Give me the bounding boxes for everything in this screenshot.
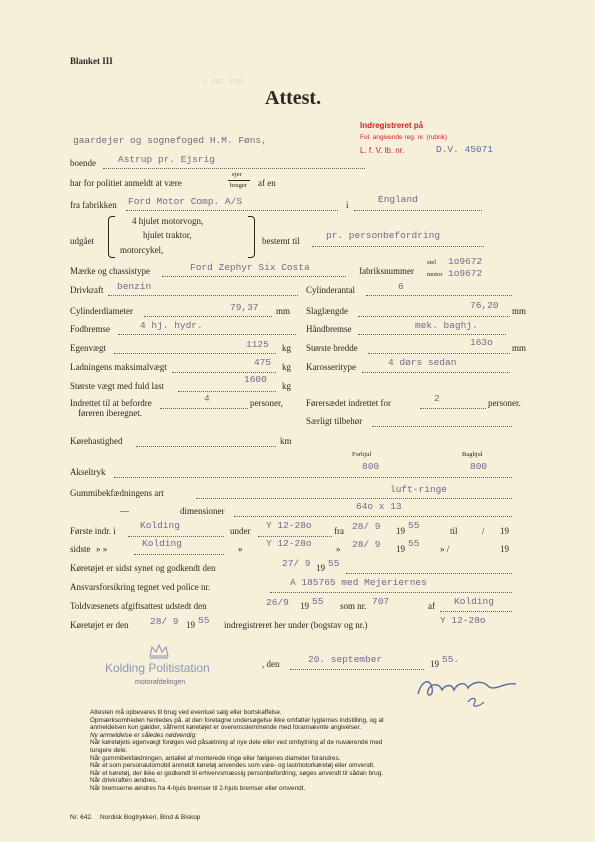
synet-date: 27/ 9 <box>282 558 311 569</box>
motor-label: motor <box>427 271 443 278</box>
cylinderantal-value: 6 <box>398 281 404 292</box>
footer-printer: Nordisk Bogtrykkeri, Bind & Biskop <box>100 814 201 821</box>
storste-unit: kg <box>282 381 291 391</box>
bredde-unit: mm <box>512 343 527 353</box>
signature-date: 20. september <box>308 654 383 665</box>
fabrik-value: Ford Motor Comp. A/S <box>128 196 243 207</box>
hand-label: Håndbremse <box>306 324 352 334</box>
gummi-value: luft-ringe <box>390 484 448 495</box>
korehast-label: Kørehastighed <box>70 436 123 446</box>
boende-label: boende <box>70 158 96 168</box>
lad-unit: kg <box>282 362 291 372</box>
note-line: Når gummibekfædningen, antallet af monterede ringe eller fælgenes diameter forandres. <box>90 754 341 762</box>
note-line: Når køretøjets egenvægt forøges ved påsætning af nye dele eller ved ombytning af de nuværende med <box>90 739 383 747</box>
option-motorvogn: 4 hjulet motorvogn, <box>132 216 204 226</box>
told-nr: 707 <box>372 596 390 607</box>
note-line: Attesten må opbevares til brug ved eventuel salg eller bortskaffelse. <box>90 709 282 716</box>
forste-reg: Y 12-28o <box>266 520 312 531</box>
note-line: tungere dele. <box>90 746 128 754</box>
gummi-label: Gummibekfædningens art <box>70 488 164 498</box>
personer1-label: personer, <box>250 398 283 408</box>
den-label: , den <box>262 659 280 669</box>
synet-year: 55 <box>328 558 340 569</box>
faded-stamp: 4 DEC 1955 <box>203 79 246 87</box>
form-label: Blanket III <box>70 56 113 66</box>
egen-unit: kg <box>282 343 291 353</box>
maerke-value: Ford Zephyr Six Costa <box>190 262 310 273</box>
bredde-value: 163o <box>470 337 493 348</box>
sidste-year: 55 <box>408 538 420 549</box>
issuer-name: gaardejer og sognefoged H.M. Føns, <box>73 135 267 146</box>
kore-year: 55 <box>198 615 210 626</box>
told-place: Kolding <box>454 596 494 607</box>
indrettet-label: Indrettet til at befordre <box>70 398 152 408</box>
forer-value: 2 <box>434 393 440 404</box>
dim-dash: — <box>120 506 129 516</box>
personer2-label: personer. <box>488 398 521 408</box>
note-line: Ny anmeldelse er således nødvendig: <box>90 731 197 739</box>
registration-number: D.V. 45071 <box>436 144 494 155</box>
sidste-year-prefix: 19 <box>396 544 405 554</box>
udgaaet-label: udgået <box>70 236 94 246</box>
synet-label: Køretøjet er sidst synet og godkendt den <box>70 563 216 573</box>
option-ejer: ejer <box>232 171 242 178</box>
forste-date: 28/ 9 <box>352 521 381 532</box>
boende-value: Astrup pr. Ejsrig <box>118 154 215 165</box>
signature-scribble <box>412 672 522 710</box>
note-line: anmeldelsen kun gælder, såfremt køretøjet er overensstemmende med forannævnte angivelser. <box>90 724 362 732</box>
sidste-quote-marks: » » <box>96 544 108 554</box>
forste-place: Kolding <box>140 520 180 531</box>
sidste-reg: Y 12-28o <box>266 538 312 549</box>
fod-value: 4 hj. hydr. <box>140 320 203 331</box>
note-line: Når drivkraften ændres. <box>90 777 158 785</box>
lad-label: Ladningens maksimalvægt <box>70 362 167 372</box>
lad-value: 475 <box>254 357 272 368</box>
registration-stamp-line1: Indregistreret på <box>360 121 424 130</box>
crown-icon <box>148 642 170 660</box>
dim-value: 64o x 13 <box>356 501 402 512</box>
option-motorcykel: motorcykel, <box>120 245 164 255</box>
registration-stamp-line3: L. f. V. lb. nr. <box>360 146 405 155</box>
option-bruger: bruger <box>230 182 247 189</box>
fod-label: Fodbremse <box>70 324 110 334</box>
sidste-label: sidste <box>70 544 91 554</box>
aksel-for-value: 800 <box>362 461 380 472</box>
aksel-label: Akseltryk <box>70 467 106 477</box>
motor-value: 1o9672 <box>448 268 483 279</box>
karosseri-value: 4 dørs sedan <box>388 357 457 368</box>
slag-label: Slaglængde <box>306 306 348 316</box>
aksel-bag-value: 800 <box>470 461 488 472</box>
ansvar-value: A 185765 med Mejeriernes <box>290 577 427 588</box>
forste-til-label: til <box>450 526 458 536</box>
fabrik-country: England <box>378 194 418 205</box>
cyldiam-unit: mm <box>276 306 291 316</box>
indrettet-sub: føreren iberegnet. <box>78 408 142 418</box>
sidste-til-year: 19 <box>500 544 509 554</box>
anmeldt-label: har for politiet anmeldt at være <box>70 178 182 188</box>
told-af-label: af <box>428 601 435 611</box>
baghjul-label: Baghjul <box>462 451 483 458</box>
egen-value: 1125 <box>246 339 269 350</box>
storste-value: 1600 <box>244 374 267 385</box>
fabriksnummer-label: fabriksnummer <box>359 266 414 276</box>
kore-mid-label: indregistreret her under (bogstav og nr.) <box>224 620 368 630</box>
cyldiam-label: Cylinderdiameter <box>70 306 133 316</box>
dim-label: dimensioner <box>180 506 225 516</box>
told-year-prefix: 19 <box>300 601 309 611</box>
kore-label: Køretøjet er den <box>70 620 129 630</box>
slag-value: 76,20 <box>470 300 499 311</box>
forste-year-prefix: 19 <box>396 526 405 536</box>
forste-til-date: / <box>482 526 485 536</box>
note-line: Opmærksomheden henledes på, at den foretagne undersøgelse ikke omfatter lygternes indstilling, og at <box>90 716 384 724</box>
bredde-label: Største bredde <box>306 343 358 353</box>
korehast-unit: km <box>280 436 292 446</box>
stel-value: 1o9672 <box>448 256 483 267</box>
storste-label: Største vægt med fuld last <box>70 381 164 391</box>
sidste-date: 28/ 9 <box>352 539 381 550</box>
sidste-quote-2: » <box>238 544 243 554</box>
told-som-nr: som nr. <box>340 601 367 611</box>
ansvar-label: Ansvarsforsikring tegnet ved police nr. <box>70 582 211 592</box>
bestemt-label: bestemt til <box>262 236 300 246</box>
note-line: Når et køretøj, der ikke er godkendt til erhvervsmæssig personbefordring, søges anvendt til sådan brug. <box>90 769 384 777</box>
told-label: Toldvæsenets afgiftsattest udstedt den <box>70 601 207 611</box>
told-date: 26/9 <box>266 597 289 608</box>
signature-year-prefix: 19 <box>430 659 439 669</box>
footer-nr: Nr. 642. <box>70 814 93 821</box>
page-title: Attest. <box>265 87 322 109</box>
sidste-place: Kolding <box>142 538 182 549</box>
kore-date: 28/ 9 <box>150 616 179 627</box>
forste-til-year: 19 <box>500 526 509 536</box>
option-traktor: hjulet traktor, <box>143 230 192 240</box>
cyldiam-value: 79,37 <box>230 302 259 313</box>
signature-year: 55. <box>442 654 460 665</box>
slag-unit: mm <box>512 306 527 316</box>
fabrik-i-label: i <box>346 200 349 210</box>
kore-year-prefix: 19 <box>186 620 195 630</box>
registration-stamp-line2: Fol. angivende reg. nr. (rubrik) <box>360 134 448 141</box>
police-stamp-line1: Kolding Politistation <box>105 661 210 675</box>
karosseri-label: Karosseritype <box>306 362 356 372</box>
hand-value: mek. baghj. <box>415 320 478 331</box>
cylinderantal-label: Cylinderantal <box>306 285 355 295</box>
bestemt-value: pr. personbefordring <box>326 230 441 241</box>
police-stamp-line2: motorafdelingen <box>135 679 186 686</box>
maerke-label: Mærke og chassistype <box>70 266 150 276</box>
indrettet-value: 4 <box>204 393 210 404</box>
stel-label: stel <box>427 259 437 266</box>
note-line: Når et som personautomobil anmeldt køretøj anvendes som vare- og lastmotorkøretøj eller omvendt. <box>90 762 375 770</box>
synet-year-prefix: 19 <box>316 563 325 573</box>
af-en-label: af en <box>258 178 276 188</box>
drivkraft-value: benzin <box>117 281 152 292</box>
egen-label: Egenvægt <box>70 343 106 353</box>
forste-year: 55 <box>408 520 420 531</box>
forer-label: Førersædet indrettet for <box>306 398 391 408</box>
forste-under-label: under <box>230 526 251 536</box>
fabrik-label: fra fabrikken <box>70 200 117 210</box>
told-year: 55 <box>312 596 324 607</box>
forhjul-label: Forhjul <box>352 451 372 458</box>
forste-label: Første indr. i <box>70 526 116 536</box>
sidste-tail: » / <box>440 544 450 554</box>
note-line: Når bremserne ændres fra 4-hjuls bremser til 2-hjuls bremser eller omvendt. <box>90 784 306 792</box>
sidste-quote-3: » <box>336 544 341 554</box>
kore-reg: Y 12-28o <box>440 615 486 626</box>
saerligt-label: Særligt tilbehør <box>306 416 363 426</box>
drivkraft-label: Drivkraft <box>70 285 104 295</box>
forste-fra-label: fra <box>334 526 344 536</box>
notes-block <box>90 709 530 793</box>
